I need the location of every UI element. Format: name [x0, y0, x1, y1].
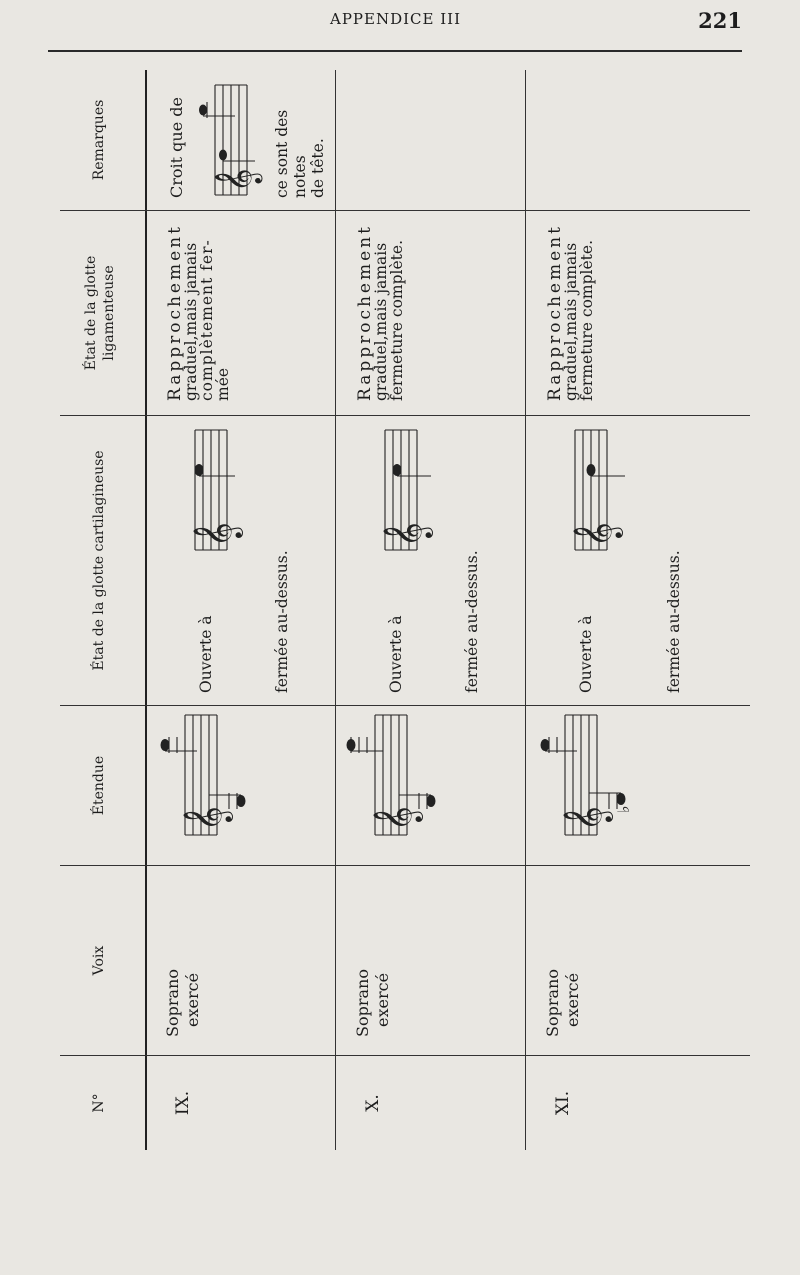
- svg-text:𝄞: 𝄞: [372, 806, 421, 831]
- svg-text:𝄞: 𝄞: [382, 522, 431, 547]
- cartilaginous-staff-notation: [535, 425, 635, 555]
- range-cell: [525, 705, 750, 865]
- cartilaginous-staff-notation: [155, 425, 255, 555]
- running-head: [0, 8, 800, 42]
- remarks-cell: [335, 70, 525, 210]
- row-number-cell: XI.: [525, 1055, 750, 1150]
- voice-cell: Soprano exercé: [525, 865, 750, 1055]
- header-cell-remarks: Remarques: [91, 99, 107, 181]
- range-cell: [335, 705, 525, 865]
- range-staff-notation: [335, 705, 525, 865]
- remarks-staff-notation: [185, 80, 265, 200]
- cartilaginous-cell: Ouverte à fermée au-dessus. 𝄞: [335, 415, 525, 705]
- cartilaginous-cell: Ouverte à fermée au-dessus. 𝄞: [145, 415, 335, 705]
- cartilaginous-staff-notation: [345, 425, 445, 555]
- voice-cell: Soprano exercé: [145, 865, 335, 1055]
- ligamentous-cell: Rapprochement graduel,mais jamais complètement fer- mée: [145, 210, 335, 415]
- range-staff-notation: [145, 705, 335, 865]
- data-table: [60, 70, 750, 1150]
- svg-text:𝄞: 𝄞: [192, 522, 241, 547]
- header-cell-range: Étendue: [60, 705, 145, 865]
- table-header-row: [60, 70, 147, 1150]
- table-row: [525, 70, 750, 1150]
- remarks-cell: Croit que de 𝄞 ce sont des notes de tête.: [145, 70, 335, 210]
- range-cell: [145, 705, 335, 865]
- remarks-cell: [525, 70, 750, 210]
- header-cell-voice: Voix: [60, 865, 145, 1055]
- svg-text:𝄞: 𝄞: [562, 806, 611, 831]
- rotated-table-wrapper: [60, 70, 750, 1150]
- running-head-title: APPENDICE III: [330, 10, 462, 28]
- svg-text:𝄞: 𝄞: [572, 522, 621, 547]
- voice-cell: Soprano exercé: [335, 865, 525, 1055]
- table-row: [335, 70, 526, 1150]
- header-cell-ligamentous: État de la glotte ligamenteuse: [60, 210, 145, 415]
- svg-text:♭: ♭: [614, 805, 633, 813]
- svg-text:𝄞: 𝄞: [182, 806, 231, 831]
- row-number-cell: IX.: [145, 1055, 335, 1150]
- header-cell-cartilaginous: État de la glotte cartilagineuse: [60, 415, 145, 705]
- svg-text:𝄞: 𝄞: [215, 168, 261, 192]
- cartilaginous-cell: Ouverte à fermée au-dessus. 𝄞: [525, 415, 750, 705]
- page-number: 221: [698, 8, 742, 33]
- ligamentous-cell: Rapprochement graduel,mais jamais fermeture complète.: [335, 210, 525, 415]
- ligamentous-cell: Rapprochement graduel,mais jamais fermeture complète.: [525, 210, 750, 415]
- row-number-cell: X.: [335, 1055, 525, 1150]
- table-row: [145, 70, 336, 1150]
- range-staff-notation: [525, 705, 715, 865]
- header-rule: [48, 50, 742, 52]
- header-cell-number: N°: [60, 1055, 145, 1150]
